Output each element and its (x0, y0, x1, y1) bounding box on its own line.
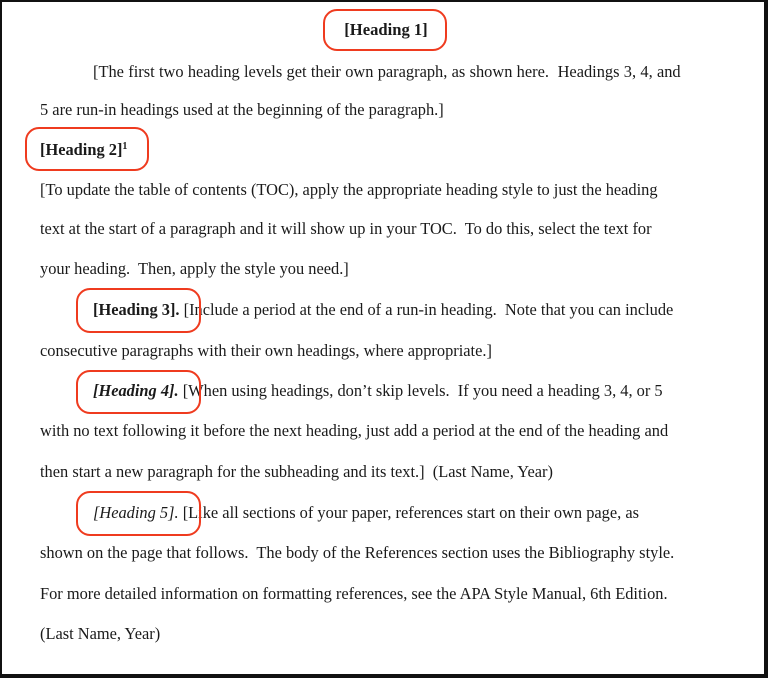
footnote-marker[interactable]: 1 (122, 141, 128, 152)
paragraph-5-line-2: shown on the page that follows. The body of the References section uses the Bibliography style. (40, 543, 675, 562)
paragraph-1-line-1: [The first two heading levels get their own paragraph, as shown here. Headings 3, 4, and (93, 62, 681, 81)
paragraph-4-line-2: with no text following it before the next heading, just add a period at the end of the heading and (40, 421, 669, 440)
heading-2-text: [Heading 2] (40, 140, 123, 159)
paragraph-4-text: [When using headings, don’t skip levels. If you need a heading 3, 4, or 5 (178, 381, 663, 400)
callout-heading-2 (25, 127, 149, 171)
paragraph-2-line-1: [To update the table of contents (TOC), apply the appropriate heading style to just the heading (40, 180, 658, 199)
paragraph-2-line-3: your heading. Then, apply the style you need.] (40, 259, 349, 278)
paragraph-5-line-4: (Last Name, Year) (40, 624, 161, 643)
paragraph-3-line-2: consecutive paragraphs with their own headings, where appropriate.] (40, 341, 492, 360)
heading-5: [Heading 5]. (93, 503, 179, 522)
heading-4: [Heading 4]. (93, 381, 179, 400)
heading-1: [Heading 1] (344, 20, 428, 39)
callout-heading-5 (76, 491, 201, 536)
heading-3: [Heading 3]. (93, 300, 180, 319)
paragraph-2-line-2: text at the start of a paragraph and it will show up in your TOC. To do this, select the text for (40, 219, 652, 238)
callout-heading-3 (76, 288, 201, 333)
paragraph-5-text: [Like all sections of your paper, references start on their own page, as (178, 503, 639, 522)
paragraph-5-line-3: For more detailed information on formatting references, see the APA Style Manual, 6th Edition. (40, 584, 668, 603)
callout-heading-1 (323, 9, 447, 51)
paragraph-1-line-2: 5 are run-in headings used at the beginning of the paragraph.] (40, 100, 444, 119)
callout-heading-4 (76, 370, 201, 414)
paragraph-3-text: [Include a period at the end of a run-in heading. Note that you can include (179, 300, 674, 319)
paragraph-4-line-3: then start a new paragraph for the subheading and its text.] (Last Name, Year) (40, 462, 553, 481)
